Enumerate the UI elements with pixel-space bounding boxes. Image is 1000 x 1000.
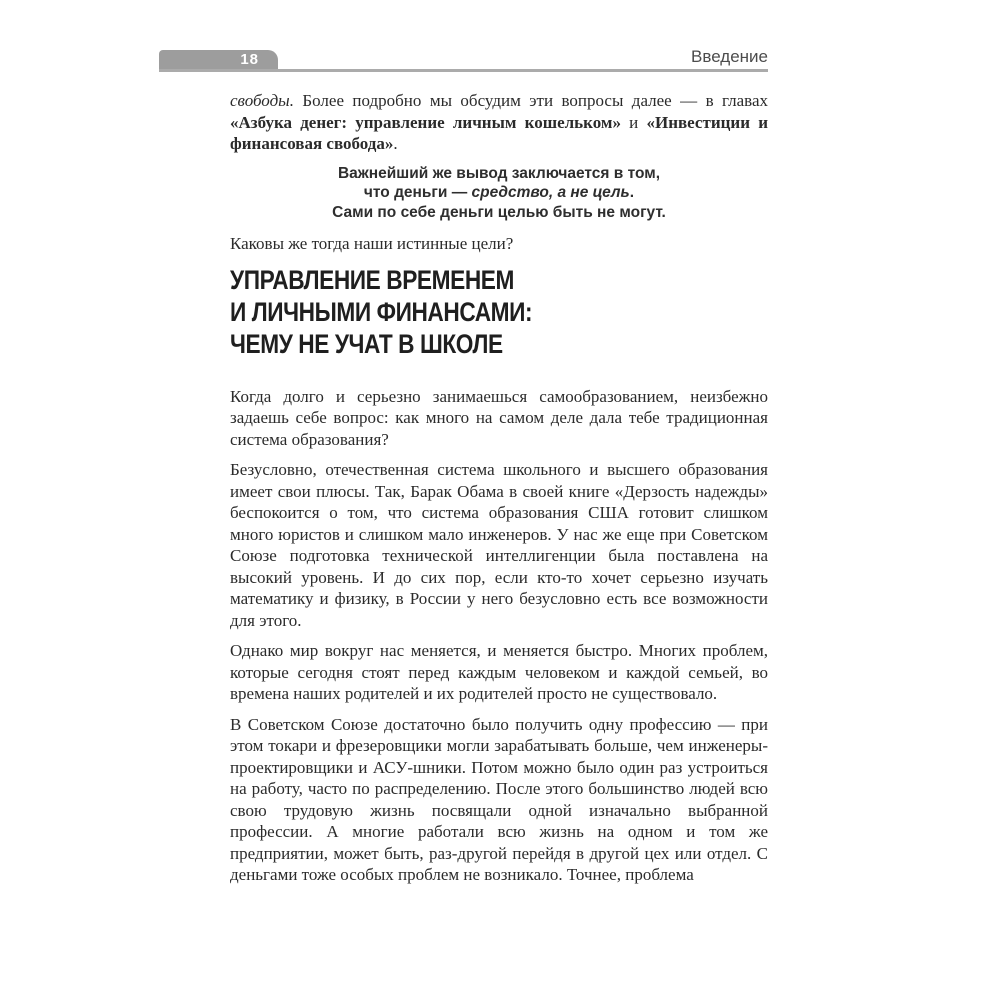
quote-line-2-prefix: что деньги —: [363, 184, 472, 201]
intro-text: Более подробно мы обсудим эти вопросы далее — в главах: [293, 91, 768, 110]
key-takeaway-quote: [230, 164, 768, 223]
section-heading-line-3: ЧЕМУ НЕ УЧАТ В ШКОЛЕ: [230, 328, 503, 359]
section-heading-line-1: УПРАВЛЕНИЕ ВРЕМЕНЕМ: [230, 264, 514, 295]
page-number: 18: [240, 51, 259, 68]
quote-line-3: Сами по себе деньги целью быть не могут.: [332, 203, 666, 221]
chapter-title-1: «Азбука денег: управление личным кошельком»: [230, 112, 621, 132]
running-title: Введение: [691, 47, 768, 66]
intro-italic-lead: свободы.: [230, 91, 294, 110]
question-line: Каковы же тогда наши истинные цели?: [230, 234, 514, 253]
section-heading: [230, 264, 682, 360]
intro-connector: и: [620, 112, 647, 132]
paragraph-soviet-profession: В Советском Союзе достаточно было получить одну профессию — при этом токари и фрезеровщики могли зарабатывать больше, чем инженеры-проектировщики и АСУ-шники. Потом можно было один раз устроиться на работу, часто по распределению. После этого большинство людей всю свою трудовую жизнь посвящали одной изначально выбранной профессии. А многие работали всю жизнь на одном и том же предприятии, может быть, раз-другой перейдя в другой цех или отдел. С деньгами тоже особых проблем не возникало. Точнее, проблема: [230, 714, 768, 884]
intro-paragraph: [230, 90, 768, 155]
header-rule: [159, 69, 768, 72]
quote-line-1: Важнейший же вывод заключается в том,: [337, 164, 661, 182]
section-heading-line-2: И ЛИЧНЫМИ ФИНАНСАМИ:: [230, 296, 533, 327]
paragraph-soviet-education: Безусловно, отечественная система школьного и высшего образования имеет свои плюсы. Так, Барак Обама в своей книге «Дерзость надежды» беспокоится о том, что система образования США готовит слишком много юристов и слишком мало инженеров. У нас же еще при Советском Союзе подготовка технической интеллигенции была поставлена на высокий уровень. И до сих пор, если кто-то хочет серьезно изучать математику и физику, в России у него безусловно есть все возможности для этого.: [230, 460, 768, 630]
paragraph-world-changes: Однако мир вокруг нас меняется, и меняется быстро. Многих проблем, которые сегодня стоят перед каждым человеком и каждой семьей, во времена наших родителей и их родителей просто не существовало.: [230, 641, 768, 703]
quote-line-2-emphasis: средство, а не цель: [471, 184, 630, 201]
paragraph-education-question: Когда долго и серьезно занимаешься самообразованием, неизбежно задаешь себе вопрос: как много на самом деле дала тебе традиционная система образования?: [230, 386, 768, 449]
quote-line-2: [230, 183, 768, 203]
page-content: [230, 90, 768, 895]
quote-line-2-suffix: .: [629, 184, 635, 201]
chapter-title-2: «Инвестиции и финансовая свобода»: [230, 112, 768, 153]
intro-period: .: [393, 134, 398, 153]
page-number-tab: [159, 50, 278, 69]
